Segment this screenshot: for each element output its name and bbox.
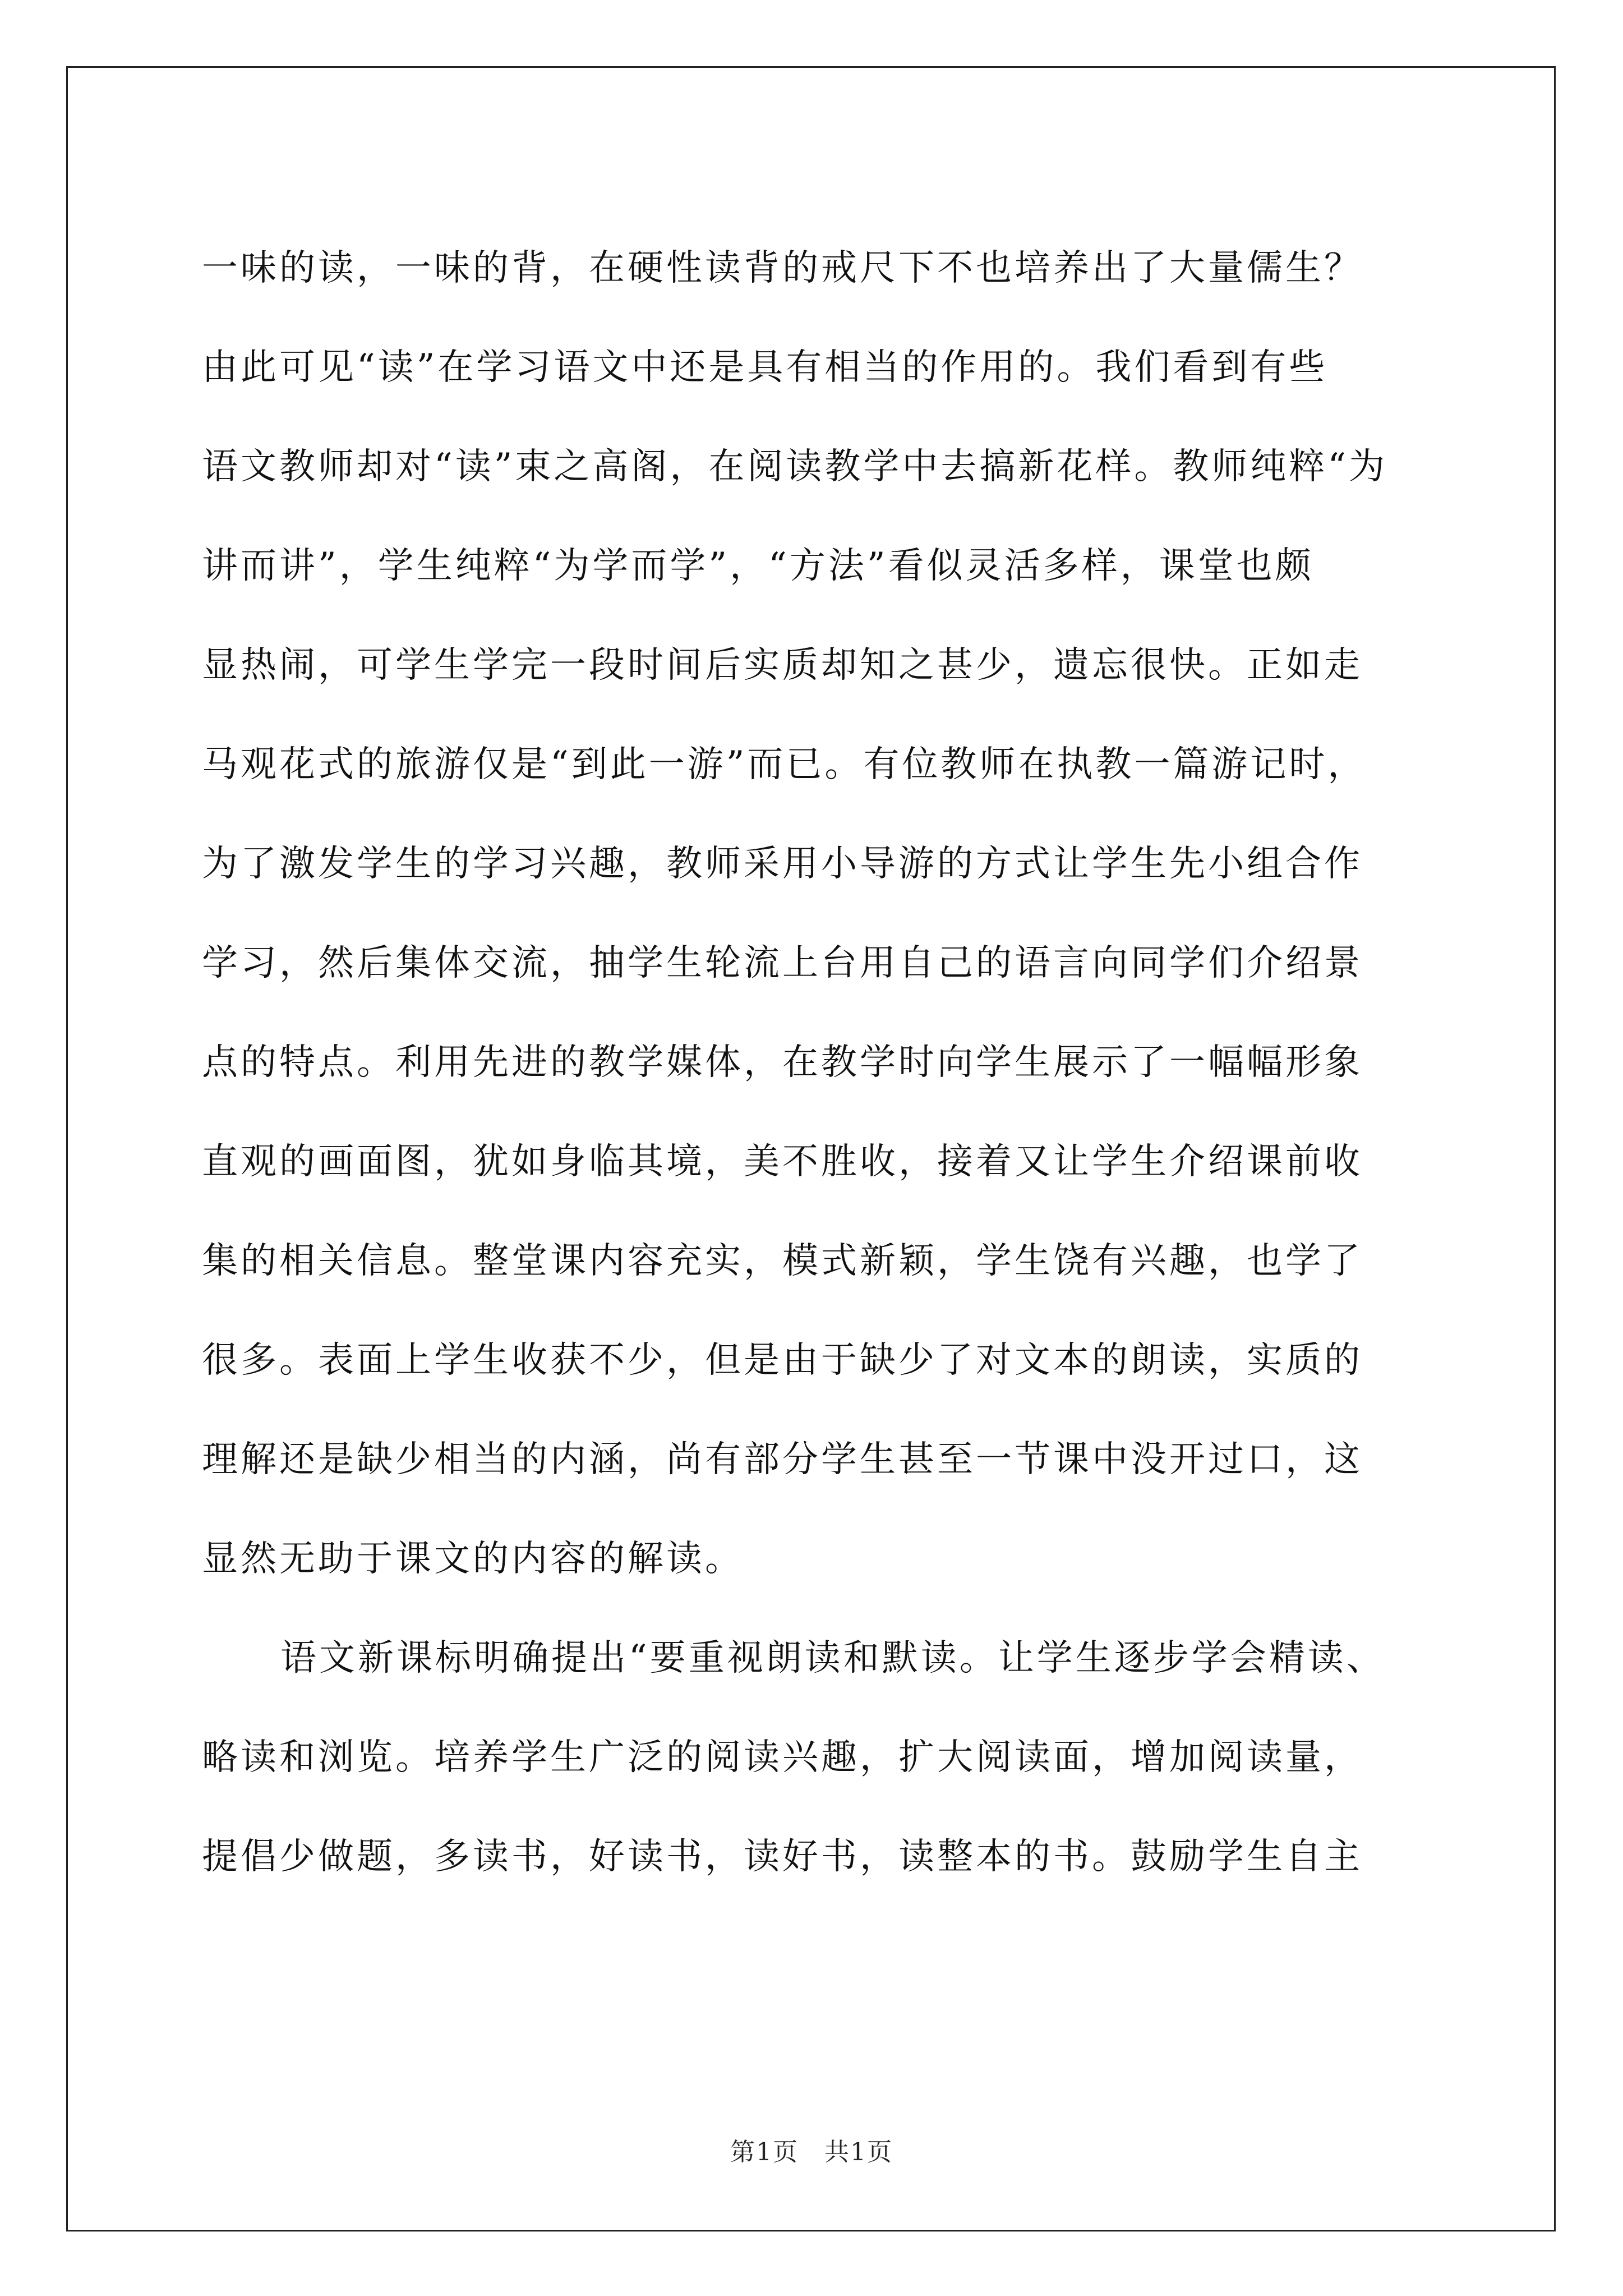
text-line: 提倡少做题，多读书，好读书，读好书，读整本的书。鼓励学生自主 (202, 1836, 1363, 1878)
page-number-footer: 第1页 共1页 (730, 2138, 893, 2166)
paragraph-first-line: 语文新课标明确提出“要重视朗读和默读。让学生逐步学会精读、 (280, 1637, 1385, 1679)
text-line: 显然无助于课文的内容的解读。 (202, 1538, 744, 1580)
text-line: 理解还是缺少相当的内涵，尚有部分学生甚至一节课中没开过口，这 (202, 1439, 1363, 1480)
text-line: 一味的读，一味的背，在硬性读背的戒尺下不也培养出了大量儒生？ (202, 247, 1363, 289)
text-line: 语文教师却对“读”束之高阁，在阅读教学中去搞新花样。教师纯粹“为 (202, 446, 1388, 487)
document-body (202, 219, 1424, 1907)
text-line: 显热闹，可学生学完一段时间后实质却知之甚少，遗忘很快。正如走 (202, 645, 1363, 686)
text-line: 直观的画面图，犹如身临其境，美不胜收，接着又让学生介绍课前收 (202, 1141, 1363, 1182)
text-line: 马观花式的旅游仅是“到此一游”而已。有位教师在执教一篇游记时， (202, 744, 1367, 785)
text-line: 集的相关信息。整堂课内容充实，模式新颖，学生饶有兴趣，也学了 (202, 1240, 1363, 1282)
text-line: 由此可见“读”在学习语文中还是具有相当的作用的。我们看到有些 (202, 347, 1328, 388)
text-line: 点的特点。利用先进的教学媒体，在教学时向学生展示了一幅幅形象 (202, 1042, 1363, 1083)
text-line: 略读和浏览。培养学生广泛的阅读兴趣，扩大阅读面，增加阅读量， (202, 1737, 1363, 1778)
text-line: 很多。表面上学生收获不少，但是由于缺少了对文本的朗读，实质的 (202, 1340, 1363, 1381)
text-line: 学习，然后集体交流，抽学生轮流上台用自己的语言向同学们介绍景 (202, 942, 1363, 984)
text-line: 为了激发学生的学习兴趣，教师采用小导游的方式让学生先小组合作 (202, 843, 1363, 885)
text-line: 讲而讲”，学生纯粹“为学而学”，“方法”看似灵活多样，课堂也颇 (202, 545, 1314, 587)
